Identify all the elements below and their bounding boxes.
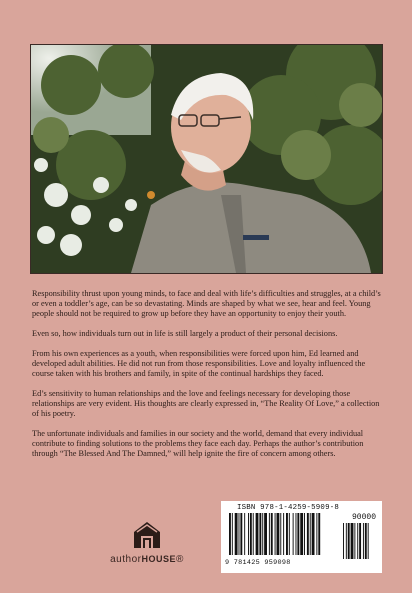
barcode-bars <box>225 513 378 565</box>
publisher-name <box>92 554 202 565</box>
publisher-name-caps: HOUSE <box>141 554 176 564</box>
registered-mark: ® <box>176 554 184 565</box>
publisher-logo <box>92 518 202 578</box>
back-cover-blurb <box>32 289 384 469</box>
blurb-paragraph-2: Even so, how individuals turn out in life is still largely a product of their personal decisions. <box>32 329 338 339</box>
isbn-text: ISBN 978-1-4259-5909-8 <box>237 504 339 512</box>
publisher-name-light: author <box>110 554 142 565</box>
author-photo-image <box>31 45 382 273</box>
ean-digits: 9 781425 959098 <box>225 559 337 567</box>
isbn-barcode <box>221 501 382 573</box>
blurb-paragraph-1: Responsibility thrust upon young minds, to face and deal with life’s difficulties and struggles, at a child’s or even a toddler’s age, can be so devastating. Minds are shaped by what we see, hear and feel. Young people should not be required to grow up before they have an opportunity to enjoy their youth. <box>32 289 381 319</box>
blurb-paragraph-5: The unfortunate individuals and families in our society and the world, demand that every individual contribute to finding solutions to the problems they face each day. Perhaps the author’s contribution through “The Blessed And The Damned,” will help ignite the fire of concern among others. <box>32 429 364 459</box>
blurb-paragraph-4: Ed’s sensitivity to human relationships and the love and feelings necessary for developing those relationships are very evident. His thoughts are clearly expressed in, “The Reality Of Love,” a collection of his poetry. <box>32 388 380 419</box>
blurb-paragraph-3: From his own experiences as a youth, when responsibilities were forced upon him, Ed learned and developed adult abilities. He did not run from those responsibilities. Love and loyalty influenced the course taken with his brothers and family, in spite of the continual hardships they faced. <box>32 348 366 379</box>
author-photo <box>30 44 383 274</box>
authorhouse-logo-icon <box>130 518 164 552</box>
price-code: 90000 <box>351 513 376 522</box>
